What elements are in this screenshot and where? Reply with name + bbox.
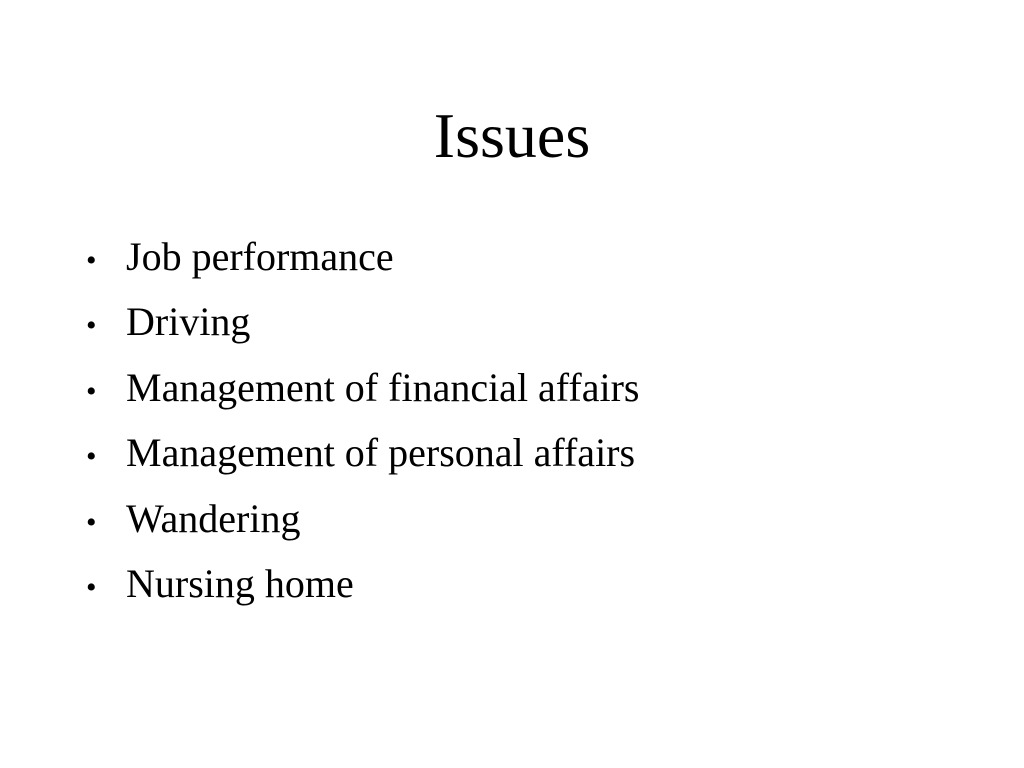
bullet-icon: • bbox=[86, 244, 97, 277]
bullet-icon: • bbox=[86, 505, 97, 539]
list-item-text: Nursing home bbox=[126, 560, 354, 606]
list-item-text: Management of financial affairs bbox=[126, 364, 640, 410]
list-item bbox=[86, 364, 986, 429]
bullet-icon: • bbox=[86, 570, 97, 604]
bullet-list bbox=[86, 233, 986, 625]
list-item bbox=[86, 233, 986, 298]
list-item bbox=[86, 429, 986, 494]
list-item-text: Management of personal affairs bbox=[126, 430, 636, 476]
list-item bbox=[86, 560, 986, 625]
list-item-text: Wandering bbox=[126, 495, 301, 541]
list-item bbox=[86, 495, 986, 560]
list-item-text: Job performance bbox=[126, 234, 394, 279]
list-item-text: Driving bbox=[126, 299, 251, 345]
bullet-icon: • bbox=[86, 374, 97, 408]
bullet-icon: • bbox=[86, 440, 97, 474]
slide-title: Issues bbox=[433, 100, 591, 171]
bullet-icon: • bbox=[86, 309, 97, 343]
list-item bbox=[86, 298, 986, 363]
